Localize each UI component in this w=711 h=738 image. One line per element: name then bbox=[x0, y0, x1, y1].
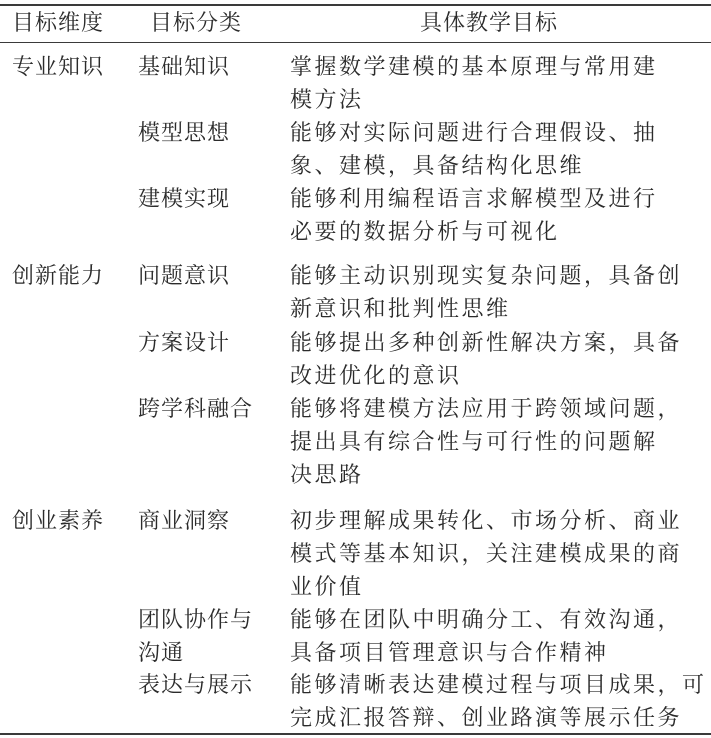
dimension-cell: 创新能力 bbox=[12, 264, 105, 289]
goal-cell bbox=[290, 183, 710, 249]
dimension-cell: 创业素养 bbox=[12, 509, 105, 534]
goal-line: 模式等基本知识，关注建模成果的商 bbox=[290, 542, 683, 567]
goal-line: 业价值 bbox=[290, 575, 364, 600]
category-cell bbox=[138, 393, 253, 426]
category-line: 表达与展示 bbox=[138, 673, 254, 698]
category-cell bbox=[138, 505, 230, 538]
category-line: 问题意识 bbox=[138, 264, 231, 289]
category-line: 模型思想 bbox=[138, 121, 231, 146]
category-cell bbox=[138, 51, 230, 84]
category-cell bbox=[138, 183, 230, 216]
goal-line: 具备项目管理意识与合作精神 bbox=[290, 641, 609, 666]
goal-line: 象、建模，具备结构化思维 bbox=[290, 154, 585, 179]
table-top-rule bbox=[0, 4, 711, 6]
goal-cell bbox=[290, 51, 710, 117]
goal-line: 完成汇报答辩、创业路演等展示任务 bbox=[290, 706, 683, 731]
goal-line: 能够提出多种创新性解决方案，具备 bbox=[290, 331, 683, 356]
category-line: 团队协作与 bbox=[138, 608, 254, 633]
goal-cell bbox=[290, 260, 710, 326]
goal-line: 能够对实际问题进行合理假设、抽 bbox=[290, 121, 658, 146]
goal-line: 能够清晰表达建模过程与项目成果，可 bbox=[290, 673, 707, 698]
goal-cell bbox=[290, 604, 710, 670]
header-goal: 具体教学目标 bbox=[420, 11, 559, 36]
goal-line: 提出具有综合性与可行性的问题解 bbox=[290, 430, 658, 455]
category-line: 基础知识 bbox=[138, 55, 231, 80]
header-category: 目标分类 bbox=[150, 11, 243, 36]
dimension-cell: 专业知识 bbox=[12, 55, 105, 80]
goal-cell bbox=[290, 327, 710, 393]
goal-line: 新意识和批判性思维 bbox=[290, 297, 511, 322]
category-cell bbox=[138, 604, 253, 670]
goal-line: 初步理解成果转化、市场分析、商业 bbox=[290, 509, 683, 534]
goal-line: 能够利用编程语言求解模型及进行 bbox=[290, 187, 658, 212]
header-dimension: 目标维度 bbox=[12, 11, 105, 36]
category-line: 沟通 bbox=[138, 641, 185, 666]
goal-line: 掌握数学建模的基本原理与常用建 bbox=[290, 55, 658, 80]
goal-line: 能够在团队中明确分工、有效沟通， bbox=[290, 608, 683, 633]
category-line: 商业洞察 bbox=[138, 509, 231, 534]
category-cell bbox=[138, 669, 253, 702]
category-cell bbox=[138, 117, 230, 150]
category-line: 建模实现 bbox=[138, 187, 231, 212]
goal-line: 能够主动识别现实复杂问题，具备创 bbox=[290, 264, 683, 289]
category-cell bbox=[138, 327, 230, 360]
category-cell bbox=[138, 260, 230, 293]
category-line: 跨学科融合 bbox=[138, 397, 254, 422]
goal-cell bbox=[290, 669, 710, 735]
goal-line: 决思路 bbox=[290, 463, 364, 488]
goal-line: 改进优化的意识 bbox=[290, 364, 462, 389]
goal-line: 能够将建模方法应用于跨领域问题， bbox=[290, 397, 683, 422]
goal-line: 必要的数据分析与可视化 bbox=[290, 220, 560, 245]
goal-cell bbox=[290, 505, 710, 604]
category-line: 方案设计 bbox=[138, 331, 231, 356]
goal-cell bbox=[290, 393, 710, 492]
table-header-rule bbox=[0, 42, 711, 43]
goal-cell bbox=[290, 117, 710, 183]
goal-line: 模方法 bbox=[290, 88, 364, 113]
table-bottom-rule bbox=[0, 733, 711, 735]
